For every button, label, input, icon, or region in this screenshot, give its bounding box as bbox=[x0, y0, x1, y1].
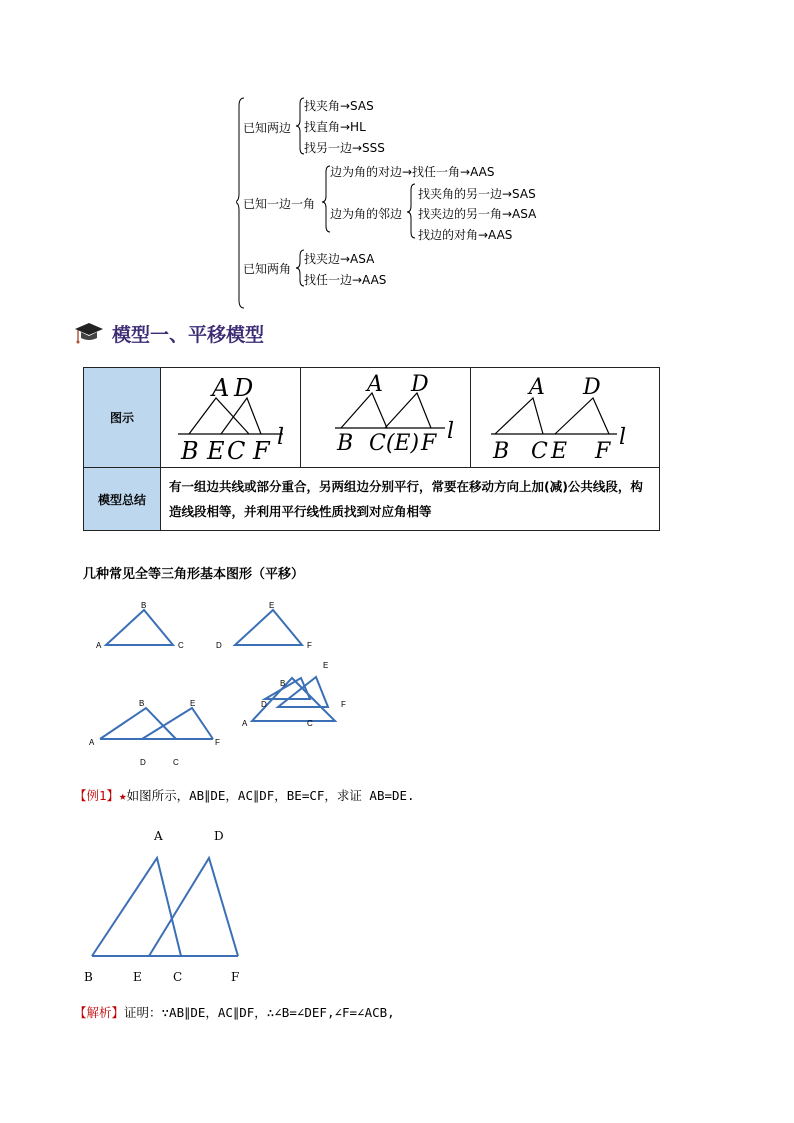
fig3-label-A: A bbox=[89, 738, 95, 747]
label-E: E bbox=[551, 439, 568, 463]
label-A: A bbox=[367, 372, 383, 397]
section-title: 几种常见全等三角形基本图形（平移） bbox=[83, 567, 305, 582]
fig4-label-B: B bbox=[280, 679, 286, 688]
heading-title: 模型一、平移模型 bbox=[112, 323, 265, 346]
fig3-label-D: D bbox=[140, 758, 146, 767]
fig3-label-C: C bbox=[173, 758, 179, 767]
label-l: l bbox=[447, 419, 455, 444]
label-C: C bbox=[531, 439, 548, 463]
fig4-label-D: D bbox=[261, 700, 267, 709]
model-table bbox=[83, 367, 660, 531]
label-D: D bbox=[234, 374, 254, 402]
label-D: D bbox=[583, 375, 601, 400]
fig3-label-B: B bbox=[139, 699, 145, 708]
tree-item: 找夹边→ASA bbox=[304, 252, 375, 266]
label-B: B bbox=[493, 439, 510, 463]
row-header-summary: 模型总结 bbox=[84, 468, 161, 531]
label-F: F bbox=[253, 437, 270, 463]
tree-item: 找边的对角→AAS bbox=[418, 228, 513, 242]
label-F: F bbox=[231, 970, 240, 984]
fig3-label-F: F bbox=[215, 738, 220, 747]
label-B: B bbox=[337, 431, 354, 456]
fig4-label-A: A bbox=[242, 719, 248, 728]
row-header-diagram: 图示 bbox=[84, 368, 161, 468]
tree-item: 找夹角→SAS bbox=[304, 99, 374, 113]
tree-item: 边为角的对边→找任一角→AAS bbox=[330, 165, 495, 179]
fig4-label-F: F bbox=[341, 700, 346, 709]
tree-item: 找另一边→SSS bbox=[304, 141, 385, 155]
analysis-tag: 【解析】 bbox=[74, 1005, 125, 1020]
label-B: B bbox=[84, 970, 93, 984]
tree-item: 找任一边→AAS bbox=[304, 273, 387, 287]
tree-sublabel: 边为角的邻边 bbox=[330, 207, 403, 221]
label-C-E: C(E) bbox=[369, 431, 420, 456]
label-A: A bbox=[154, 829, 163, 843]
label-l: l bbox=[277, 425, 285, 450]
fig1-label-B: B bbox=[141, 601, 147, 610]
fig2-label-D: D bbox=[216, 641, 222, 650]
translation-diagram-2 bbox=[301, 368, 470, 463]
example-diagram bbox=[80, 822, 260, 987]
label-A: A bbox=[212, 374, 230, 402]
label-D: D bbox=[411, 372, 429, 397]
label-l: l bbox=[619, 425, 627, 450]
label-E: E bbox=[133, 970, 142, 984]
fig2-label-F: F bbox=[307, 641, 312, 650]
label-E: E bbox=[207, 437, 225, 463]
translation-diagram-1 bbox=[161, 368, 300, 463]
fig1-label-A: A bbox=[96, 641, 102, 650]
fig4-label-E: E bbox=[323, 661, 329, 670]
fig1-label-C: C bbox=[178, 641, 184, 650]
tree-label-side-angle: 已知一边一角 bbox=[243, 197, 316, 211]
label-B: B bbox=[181, 437, 199, 463]
analysis bbox=[74, 1003, 395, 1021]
diagram-cell-3 bbox=[471, 368, 660, 468]
example-text: 如图所示，AB∥DE，AC∥DF，BE=CF，求证 AB=DE. bbox=[126, 788, 415, 803]
tree-item: 找夹角的另一边→SAS bbox=[418, 187, 536, 201]
fig2-label-E: E bbox=[269, 601, 275, 610]
fig4-label-C: C bbox=[307, 719, 313, 728]
tree-label-two-sides: 已知两边 bbox=[243, 121, 292, 135]
section-heading bbox=[74, 318, 264, 348]
basic-figures bbox=[80, 595, 380, 775]
example-1 bbox=[74, 786, 415, 804]
label-C: C bbox=[173, 970, 183, 984]
label-A: A bbox=[529, 375, 545, 400]
tree-item: 找直角→HL bbox=[304, 120, 366, 134]
label-F: F bbox=[421, 431, 437, 456]
star-icon: ★ bbox=[119, 788, 127, 803]
diagram-cell-1 bbox=[161, 368, 301, 468]
tree-label-two-angles: 已知两角 bbox=[243, 262, 292, 276]
example-tag: 【例1】 bbox=[74, 788, 120, 803]
fig3-label-E: E bbox=[190, 699, 196, 708]
model-summary-text: 有一组边共线或部分重合，另两组边分别平行，常要在移动方向上加(减)公共线段，构造线段相等，并利用平行线性质找到对应角相等 bbox=[161, 468, 660, 531]
label-F: F bbox=[595, 439, 611, 463]
diagram-cell-2 bbox=[301, 368, 471, 468]
graduation-cap-icon bbox=[74, 320, 104, 346]
label-C: C bbox=[227, 437, 246, 463]
tree-item: 找夹边的另一角→ASA bbox=[418, 207, 537, 221]
translation-diagram-3 bbox=[471, 368, 659, 463]
label-D: D bbox=[214, 829, 224, 843]
analysis-text: 证明：∵AB∥DE，AC∥DF，∴∠B=∠DEF,∠F=∠ACB, bbox=[124, 1005, 395, 1020]
